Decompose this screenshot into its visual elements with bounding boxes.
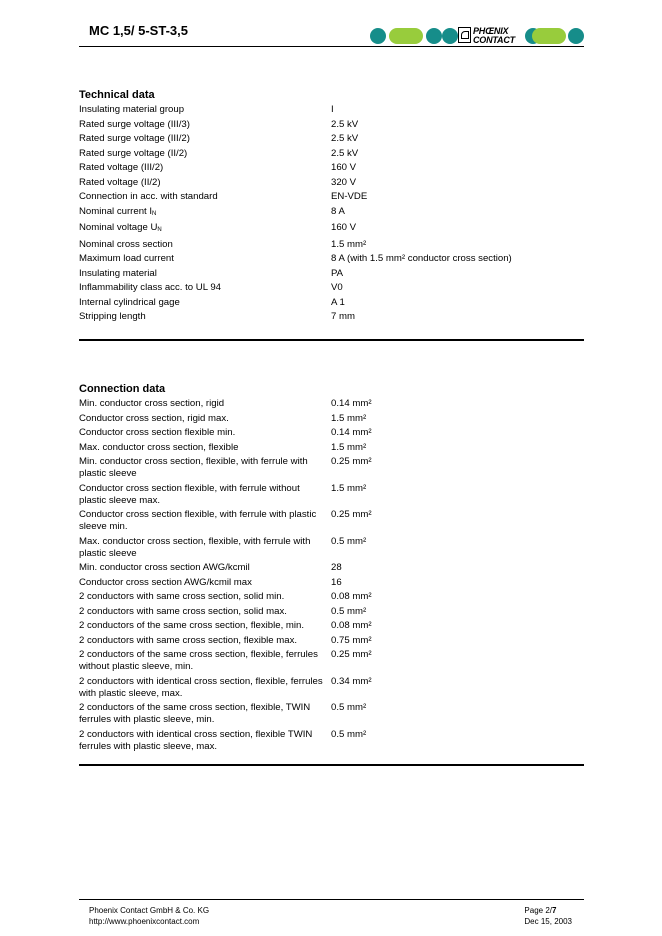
header-divider [79,46,584,47]
green-pill-icon [389,28,423,44]
row-label: 2 conductors of the same cross section, flexible, TWIN ferrules with plastic sleeve, min. [79,702,311,725]
row-label: 2 conductors with same cross section, solid max. [79,605,287,617]
row-label: 2 conductors with same cross section, solid min. [79,591,285,602]
document-title: MC 1,5/ 5-ST-3,5 [89,23,188,38]
row-value: 0.34 mm² [331,675,372,687]
row-label: Nominal cross section [79,238,173,250]
table-row [79,482,584,509]
row-value: 320 V [331,176,357,188]
row-label: Rated voltage (II/2) [79,176,161,188]
table-row [79,190,584,205]
table-row [79,701,584,728]
row-value: 8 A [331,205,345,217]
row-label: Min. conductor cross section, flexible, with ferrule with plastic sleeve [79,456,308,479]
row-value: 0.25 mm² [331,456,372,467]
table-row [79,728,584,755]
table-row [79,426,584,441]
row-label: 2 conductors with same cross section, flexible max. [79,634,298,646]
connection-data-table [79,397,584,754]
technical-data-table [79,103,584,325]
row-value: 0.5 mm² [331,535,367,547]
row-value: 2.5 kV [331,118,359,130]
table-row [79,221,584,238]
row-value: 0.25 mm² [331,649,372,660]
table-row [79,576,584,591]
table-row [79,648,584,675]
table-row [79,634,584,649]
row-label: 2 conductors of the same cross section, flexible, ferrules without plastic sleeve, min. [79,649,318,672]
company-name: Phoenix Contact GmbH & Co. KG [89,906,210,915]
table-row [79,561,584,576]
table-row [79,205,584,222]
row-label: Rated voltage (III/2) [79,162,164,173]
row-value: 160 V [331,162,357,173]
document-date: Dec 15, 2003 [524,917,572,926]
table-row [79,132,584,147]
row-value: 0.5 mm² [331,728,367,740]
row-label: 2 conductors of the same cross section, flexible, min. [79,620,305,631]
teal-dot-icon [442,28,458,44]
row-value: 160 V [331,222,357,233]
subscript: N [157,227,162,233]
teal-dot-icon [426,28,442,44]
technical-data-section [79,88,584,341]
row-value: 0.5 mm² [331,605,367,617]
row-value: 0.5 mm² [331,702,367,713]
table-row [79,590,584,605]
row-label: Nominal current IN [79,205,157,217]
row-label: Stripping length [79,311,146,322]
table-row [79,619,584,634]
row-label: Conductor cross section flexible min. [79,427,236,438]
footer-divider [79,899,584,900]
table-row [79,441,584,456]
table-row [79,252,584,267]
company-url[interactable]: http://www.phoenixcontact.com [89,917,200,926]
row-value: 7 mm [331,311,355,322]
page-header [79,20,584,48]
section-title: Connection data [79,383,166,395]
phoenix-logo-icon [458,27,471,43]
row-value: 0.08 mm² [331,620,372,631]
row-label: Internal cylindrical gage [79,296,180,308]
row-value: 1.5 mm² [331,441,367,453]
row-label: 2 conductors with identical cross section, flexible TWIN ferrules with plastic sleeve, max. [79,728,313,752]
teal-dot-icon [568,28,584,44]
row-label: Rated surge voltage (III/2) [79,133,190,144]
row-label: 2 conductors with identical cross section, flexible, ferrules with plastic sleeve, max. [79,675,323,699]
teal-dot-icon [370,28,386,44]
footer-company-info [89,905,209,927]
row-value: V0 [331,282,343,293]
phoenix-contact-logo-bar [370,24,586,46]
page-number: Page 2/7 [524,906,557,915]
row-value: 0.14 mm² [331,427,372,438]
table-row [79,296,584,311]
row-value: EN-VDE [331,191,368,202]
row-value: 0.14 mm² [331,398,372,409]
row-label: Max. conductor cross section, flexible [79,441,239,453]
table-row [79,267,584,282]
row-value: 28 [331,562,342,573]
row-value: 0.75 mm² [331,634,372,646]
row-value: 2.5 kV [331,133,359,144]
table-row [79,103,584,118]
row-label: Conductor cross section flexible, with ferrule with plastic sleeve min. [79,509,317,532]
row-label: Min. conductor cross section AWG/kcmil [79,562,250,573]
page-footer [79,899,584,926]
row-label: Rated surge voltage (II/2) [79,147,188,159]
row-value: 8 A (with 1.5 mm² conductor cross section) [331,253,512,264]
row-label: Min. conductor cross section, rigid [79,398,225,409]
section-divider [79,764,584,766]
subscript: N [152,210,157,217]
phoenix-contact-logo: PHŒNIX CONTACT [458,26,522,46]
table-row [79,176,584,191]
section-divider [79,339,584,341]
row-value: 1.5 mm² [331,482,367,494]
row-value: A 1 [331,296,345,308]
table-row [79,118,584,133]
table-row [79,238,584,253]
row-label: Conductor cross section flexible, with ferrule without plastic sleeve max. [79,482,300,506]
row-label: Conductor cross section, rigid max. [79,412,229,424]
table-row [79,310,584,325]
row-label: Rated surge voltage (III/3) [79,118,190,130]
row-label: Insulating material group [79,104,185,115]
green-pill-icon [532,28,566,44]
row-label: Connection in acc. with standard [79,191,218,202]
row-value: 2.5 kV [331,147,359,159]
connection-data-section [79,382,584,766]
row-label: Nominal voltage UN [79,222,162,233]
table-row [79,147,584,162]
row-value: 1.5 mm² [331,412,367,424]
table-row [79,161,584,176]
table-row [79,281,584,296]
row-label: Max. conductor cross section, flexible, with ferrule with plastic sleeve [79,535,311,559]
row-value: 16 [331,576,342,588]
table-row [79,412,584,427]
row-label: Insulating material [79,267,157,279]
row-value: PA [331,267,344,279]
row-label: Conductor cross section AWG/kcmil max [79,576,252,588]
table-row [79,675,584,702]
table-row [79,605,584,620]
table-row [79,397,584,412]
row-value: I [331,104,334,115]
row-value: 0.25 mm² [331,509,372,520]
row-value: 1.5 mm² [331,238,367,250]
table-row [79,455,584,482]
row-label: Inflammability class acc. to UL 94 [79,282,222,293]
table-row [79,535,584,562]
row-label: Maximum load current [79,253,174,264]
section-title: Technical data [79,89,155,101]
footer-page-info [524,905,572,927]
table-row [79,508,584,535]
row-value: 0.08 mm² [331,591,372,602]
